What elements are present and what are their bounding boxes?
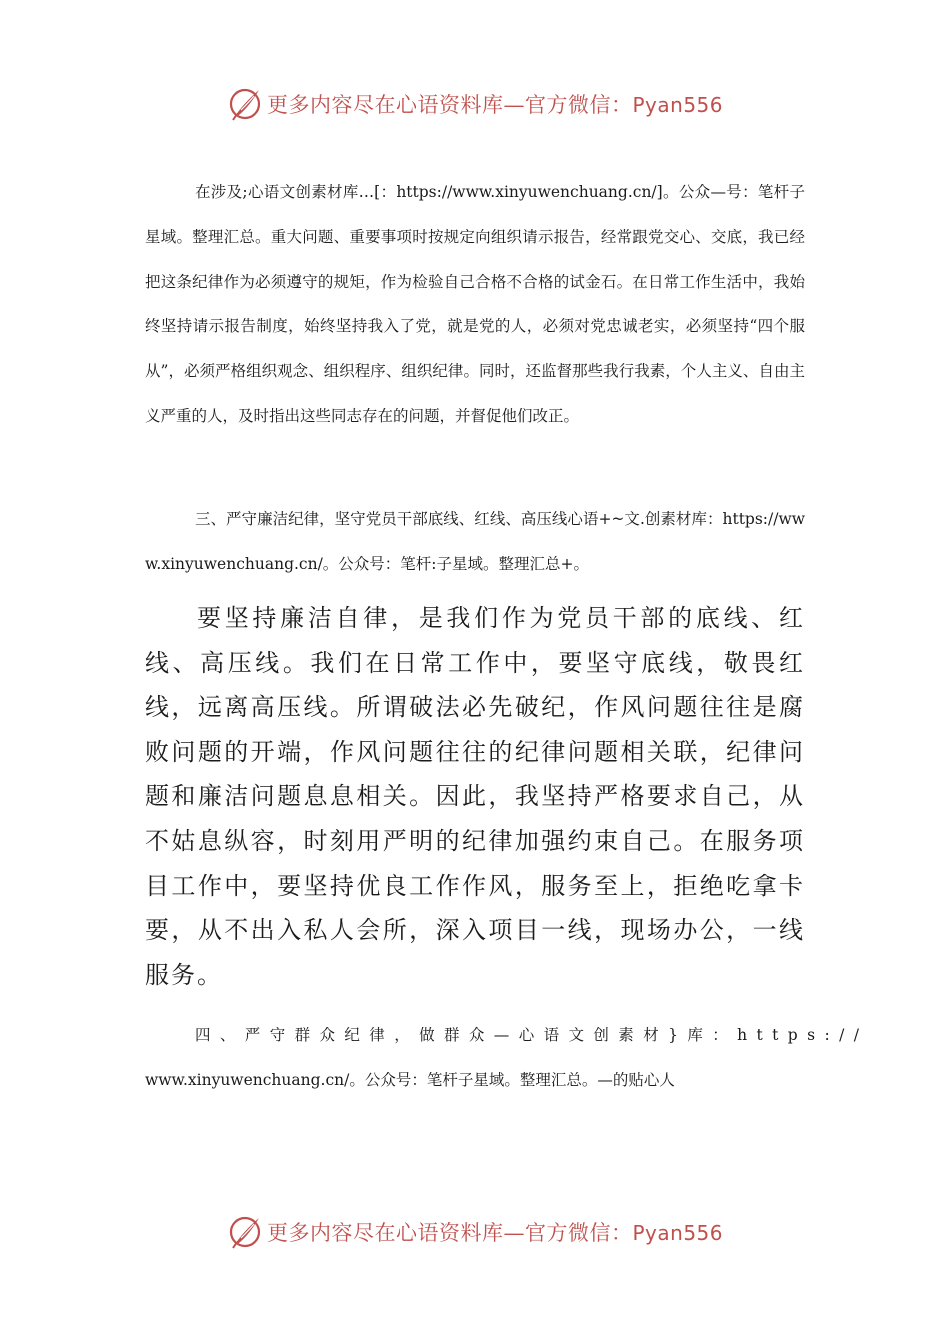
paragraph-4-block: [145, 1013, 869, 1103]
section-three-heading: 三、严守廉洁纪律，坚守党员干部底线、红线、高压线心语+~文.创素材库：https://www.xinyuwenchuang.cn/。公众号：笔杆:子星域。整理汇总+。: [145, 510, 805, 573]
header-banner: [0, 82, 950, 126]
banner-wechat-id: Pyan556: [632, 93, 723, 117]
footer-banner: [0, 1210, 950, 1254]
paragraph-2-block: [145, 497, 805, 587]
paragraph-1: 在涉及;心语文创素材库…[：https://www.xinyuwenchuang.cn/]。公众—号：笔杆子星域。整理汇总。重大问题、重要事项时按规定向组织请示报告，经常跟党交心、交底，我已经把这条纪律作为必须遵守的规矩，作为检验自己合格不合格的试金石。在日常工作生活中，我始终坚持请示报告制度，始终坚持我入了党，就是党的人，必须对党忠诚老实，必须坚持“四个服从”，必须严格组织观念、组织程序、组织纪律。同时，还监督那些我行我素，个人主义、自由主义严重的人，及时指出这些同志存在的问题，并督促他们改正。: [145, 183, 805, 425]
paragraph-3-block: [145, 596, 805, 997]
paragraph-3: 要坚持廉洁自律，是我们作为党员干部的底线、红线、高压线。我们在日常工作中，要坚守底线，敬畏红线，远离高压线。所谓破法必先破纪，作风问题往往是腐败问题的开端，作风问题往往的纪律问题相关联，纪律问题和廉洁问题息息相关。因此，我坚持严格要求自己，从不姑息纵容，时刻用严明的纪律加强约束自己。在服务项目工作中，要坚持优良工作作风，服务至上，拒绝吃拿卡要，从不出入私人会所，深入项目一线，现场办公，一线服务。: [145, 604, 805, 989]
banner-main-text: 更多内容尽在心语资料库—: [266, 1221, 525, 1245]
quill-pen-logo-icon: [227, 1214, 263, 1250]
banner-text: [267, 1217, 723, 1247]
paragraph-1-block: [145, 170, 805, 439]
banner-wechat-label: 官方微信：: [524, 93, 633, 117]
quill-pen-logo-icon: [227, 86, 263, 122]
banner-wechat-label: 官方微信：: [524, 1221, 633, 1245]
banner-text: [267, 89, 723, 119]
section-four-heading-line1: 四、严守群众纪律，做群众—心语文创素材}库：https://: [195, 1026, 869, 1044]
banner-wechat-id: Pyan556: [632, 1221, 723, 1245]
banner-main-text: 更多内容尽在心语资料库—: [266, 93, 525, 117]
section-four-heading-line2: www.xinyuwenchuang.cn/。公众号：笔杆子星域。整理汇总。—的贴心人: [145, 1070, 675, 1089]
